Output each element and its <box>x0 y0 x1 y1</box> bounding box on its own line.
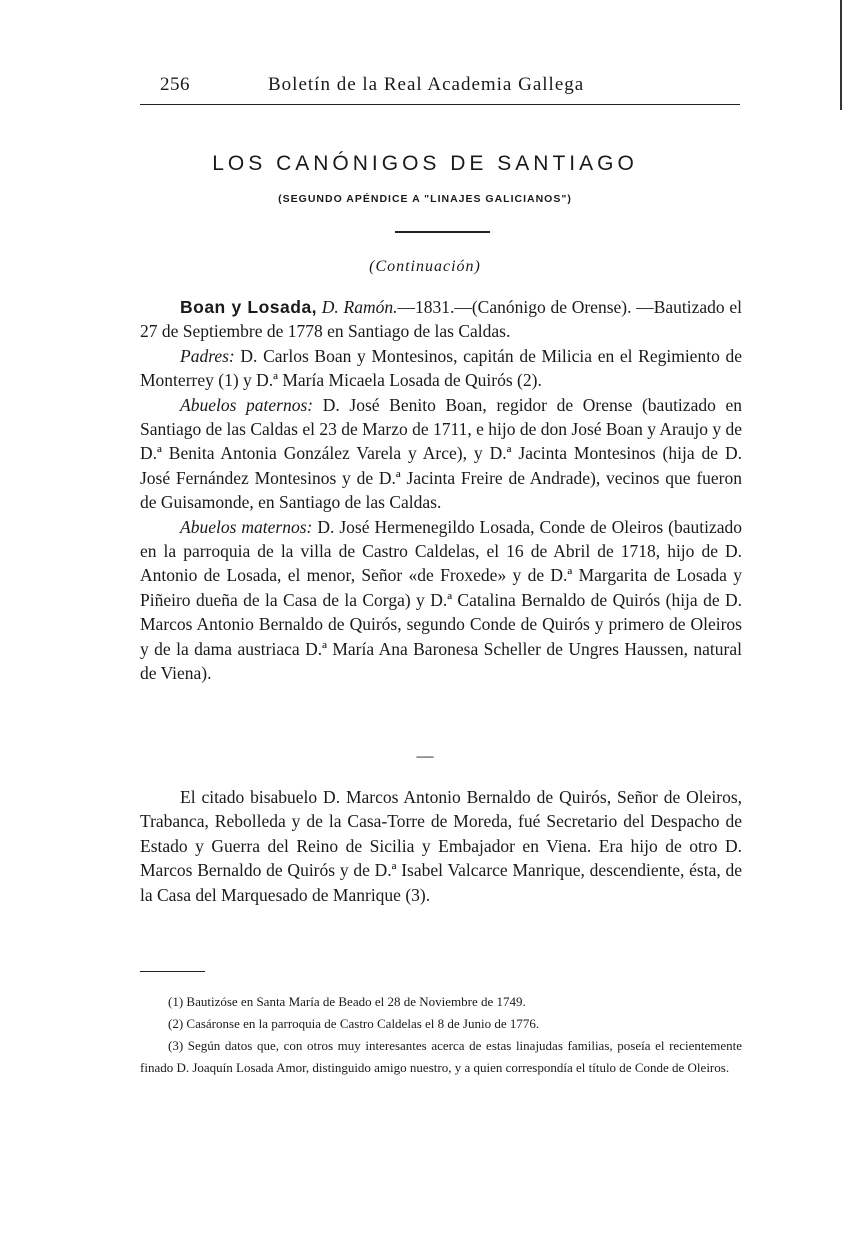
scan-edge-line <box>840 0 842 110</box>
running-header <box>140 74 740 105</box>
footnote-3: (3) Según datos que, con otros muy interesantes acerca de estas linajudas familias, poseía el recientemente finado D. Joaquín Losada Amor, distinguido amigo nuestro, y a quien correspondía el título de Conde de Oleiros. <box>140 1038 742 1075</box>
footnote-rule <box>140 971 205 972</box>
entry-heading <box>140 295 742 344</box>
bisabuelo-paragraph <box>140 785 742 907</box>
title-divider <box>395 231 490 233</box>
footnote-2: (2) Casáronse en la parroquia de Castro Caldelas el 8 de Junio de 1776. <box>168 1016 540 1031</box>
entry-heading-rest: —1831.—(Canónigo de Orense). <box>397 297 632 317</box>
entry-given-name: D. Ramón. <box>321 297 398 317</box>
footnotes <box>140 991 742 1079</box>
entry-body <box>140 295 742 686</box>
article-subtitle: (SEGUNDO APÉNDICE A "LINAJES GALICIANOS") <box>278 193 572 205</box>
entry-baptism: —Bautizado el 27 de Septiembre de 1778 en Santiago de las Caldas. <box>140 297 743 342</box>
padres-label: Padres: <box>180 345 235 366</box>
section-separator: — <box>416 746 434 765</box>
entry-abuelos-maternos <box>140 515 742 686</box>
abuelos-maternos-label: Abuelos maternos: <box>180 516 313 537</box>
article-title: LOS CANÓNIGOS DE SANTIAGO <box>212 152 638 175</box>
journal-title: Boletín de la Real Academia Gallega <box>268 74 585 95</box>
abuelos-paternos-text: D. José Benito Boan, regidor de Orense (bautizado en Santiago de las Caldas el 23 de Marzo de 1711, e hijo de don José Boan y Araujo y de D.ª Benita Antonia González Varela y Arce), y D.ª Jacinta Montesinos (hija de D. José Fernández Montesinos y de D.ª Jacinta Freire de Andrade), vecinos que fueron de Guisamonde, en Santiago de las Caldas. <box>140 394 742 513</box>
abuelos-paternos-label: Abuelos paternos: <box>180 394 314 415</box>
entry-abuelos-paternos <box>140 393 742 515</box>
entry-surname: Boan y Losada, <box>180 297 318 317</box>
page-number: 256 <box>160 74 190 95</box>
padres-text: D. Carlos Boan y Montesinos, capitán de Milicia en el Regimiento de Monterrey (1) y D.ª María Micaela Losada de Quirós (2). <box>140 345 742 391</box>
continuation-label: (Continuación) <box>369 258 481 275</box>
entry-padres <box>140 344 742 393</box>
footnote-1: (1) Bautizóse en Santa María de Beado el 28 de Noviembre de 1749. <box>168 994 526 1009</box>
paragraph-text: El citado bisabuelo D. Marcos Antonio Bernaldo de Quirós, Señor de Oleiros, Trabanca, Rebolleda y de la Casa-Torre de Moreda, fué Secretario del Despacho de Estado y Guerra del Reino de Sicilia y Embajador en Viena. Era hijo de otro D. Marcos Bernaldo de Quirós y de D.ª Isabel Valcarce Manrique, descendiente, ésta, de la Casa del Marquesado de Manrique (3). <box>140 787 742 905</box>
abuelos-maternos-text: D. José Hermenegildo Losada, Conde de Oleiros (bautizado en la parroquia de la villa de Castro Caldelas, el 16 de Abril de 1718, hijo de D. Antonio de Losada, el menor, Señor «de Froxede» y de D.ª Margarita de Losada y Piñeiro dueña de la Casa de la Corga) y D.ª Catalina Bernaldo de Quirós (hija de D. Marcos Antonio Bernaldo de Quirós, segundo Conde de Quirós y primero de Oleiros y de la dama austriaca D.ª María Ana Baronesa Scheller de Ungres Haussen, natural de Viena). <box>140 516 743 684</box>
